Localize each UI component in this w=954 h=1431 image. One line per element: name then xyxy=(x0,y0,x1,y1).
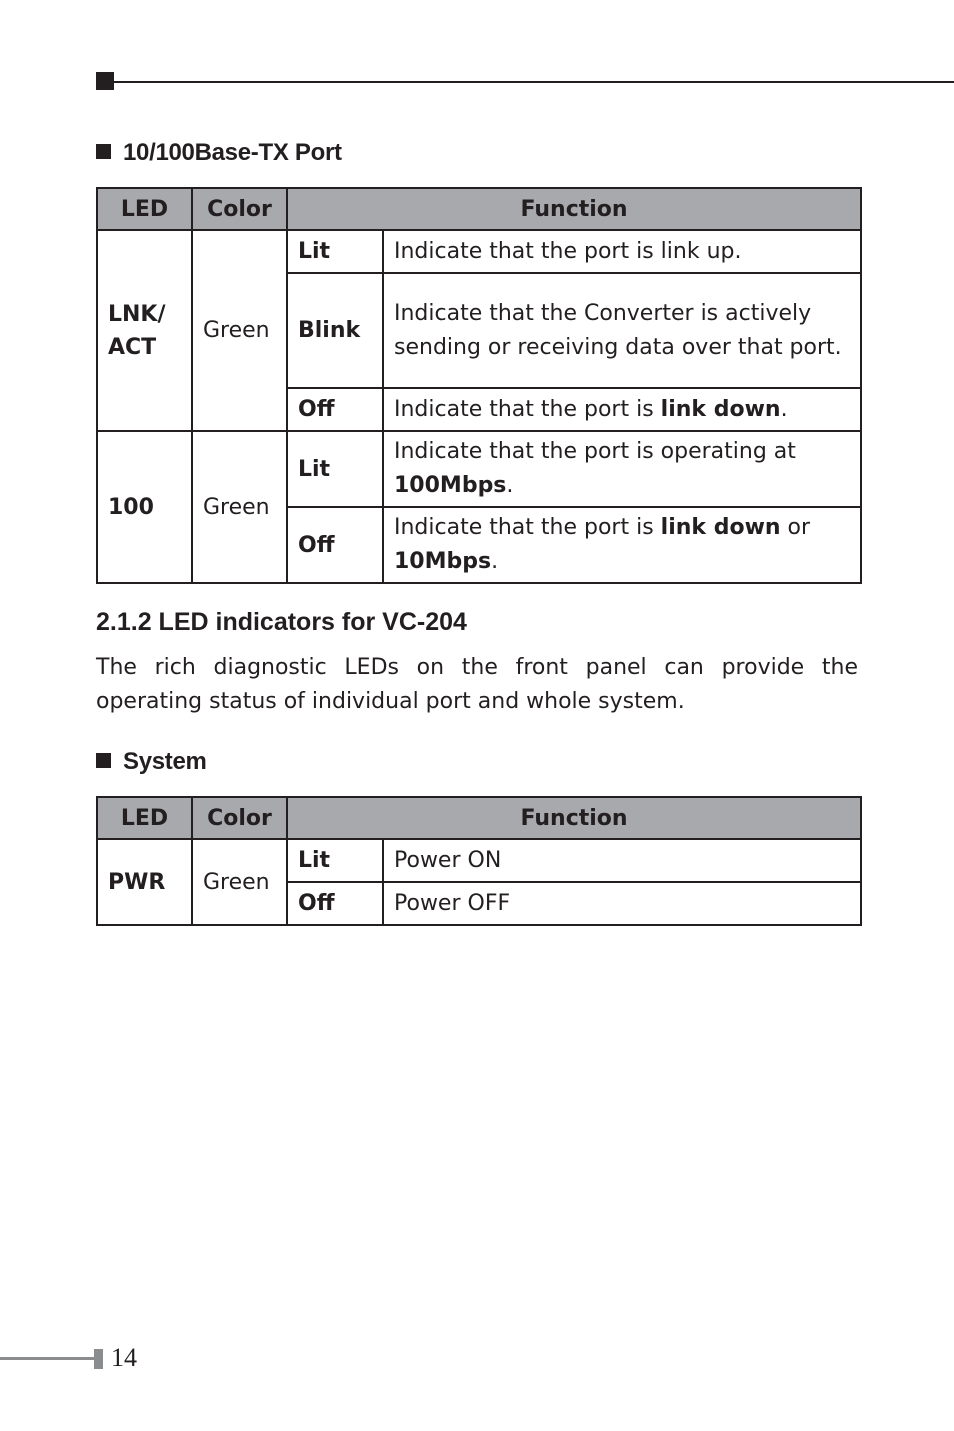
led-state: Lit xyxy=(287,230,383,273)
system-led-table xyxy=(96,796,862,926)
desc-text: . xyxy=(506,473,514,498)
led-function: Power OFF xyxy=(383,882,861,925)
table-row xyxy=(97,230,861,273)
header-function: Function xyxy=(287,188,861,230)
led-color: Green xyxy=(192,230,287,431)
header-led: LED xyxy=(97,797,192,839)
led-function: Indicate that the Converter is actively sending or receiving data over that port. xyxy=(383,273,861,388)
desc-text: Indicate that the port is xyxy=(394,396,661,422)
led-function xyxy=(383,431,861,507)
table-header-row xyxy=(97,188,861,230)
table-header-row xyxy=(97,797,861,839)
page-number: 14 xyxy=(111,1343,137,1372)
led-name-lnk-act: LNK/ ACT xyxy=(97,230,192,431)
led-state: Blink xyxy=(287,273,383,388)
desc-text: . xyxy=(780,396,788,422)
led-state: Off xyxy=(287,388,383,431)
desc-text: Indicate that the port is xyxy=(394,515,661,540)
desc-text: Indicate that the port is operating at xyxy=(394,439,796,464)
header-led: LED xyxy=(97,188,192,230)
led-name-100: 100 xyxy=(97,431,192,583)
tx-port-led-table xyxy=(96,187,862,584)
desc-emphasis: 10Mbps xyxy=(394,549,492,574)
tx-port-heading-text: 10/100Base-TX Port xyxy=(123,139,342,166)
tx-port-heading xyxy=(96,139,342,167)
led-function: Power ON xyxy=(383,839,861,882)
led-state: Lit xyxy=(287,431,383,507)
top-rule xyxy=(96,81,954,83)
footer-marker xyxy=(94,1349,103,1369)
square-bullet-icon xyxy=(96,144,111,159)
system-heading-text: System xyxy=(123,748,207,775)
desc-text: . xyxy=(491,549,499,574)
led-name-pwr: PWR xyxy=(97,839,192,925)
header-color: Color xyxy=(192,797,287,839)
led-color: Green xyxy=(192,431,287,583)
header-function: Function xyxy=(287,797,861,839)
led-color: Green xyxy=(192,839,287,925)
desc-emphasis: link down xyxy=(660,515,781,540)
led-state: Lit xyxy=(287,839,383,882)
footer-rule xyxy=(0,1357,96,1360)
led-function: Indicate that the port is link up. xyxy=(383,230,861,273)
section-body: The rich diagnostic LEDs on the front panel can provide the operating status of individual port and whole system. xyxy=(96,655,858,714)
desc-emphasis: link down xyxy=(660,396,781,422)
led-function xyxy=(383,388,861,431)
system-heading xyxy=(96,748,207,776)
header-color: Color xyxy=(192,188,287,230)
desc-emphasis: 100Mbps xyxy=(394,473,507,498)
section-title: 2.1.2 LED indicators for VC-204 xyxy=(96,608,467,636)
square-bullet-icon xyxy=(96,753,111,768)
led-state: Off xyxy=(287,507,383,583)
led-state: Off xyxy=(287,882,383,925)
led-function xyxy=(383,507,861,583)
table-row xyxy=(97,839,861,882)
table-row xyxy=(97,431,861,507)
desc-text: or xyxy=(780,515,811,540)
header-marker xyxy=(96,72,114,90)
